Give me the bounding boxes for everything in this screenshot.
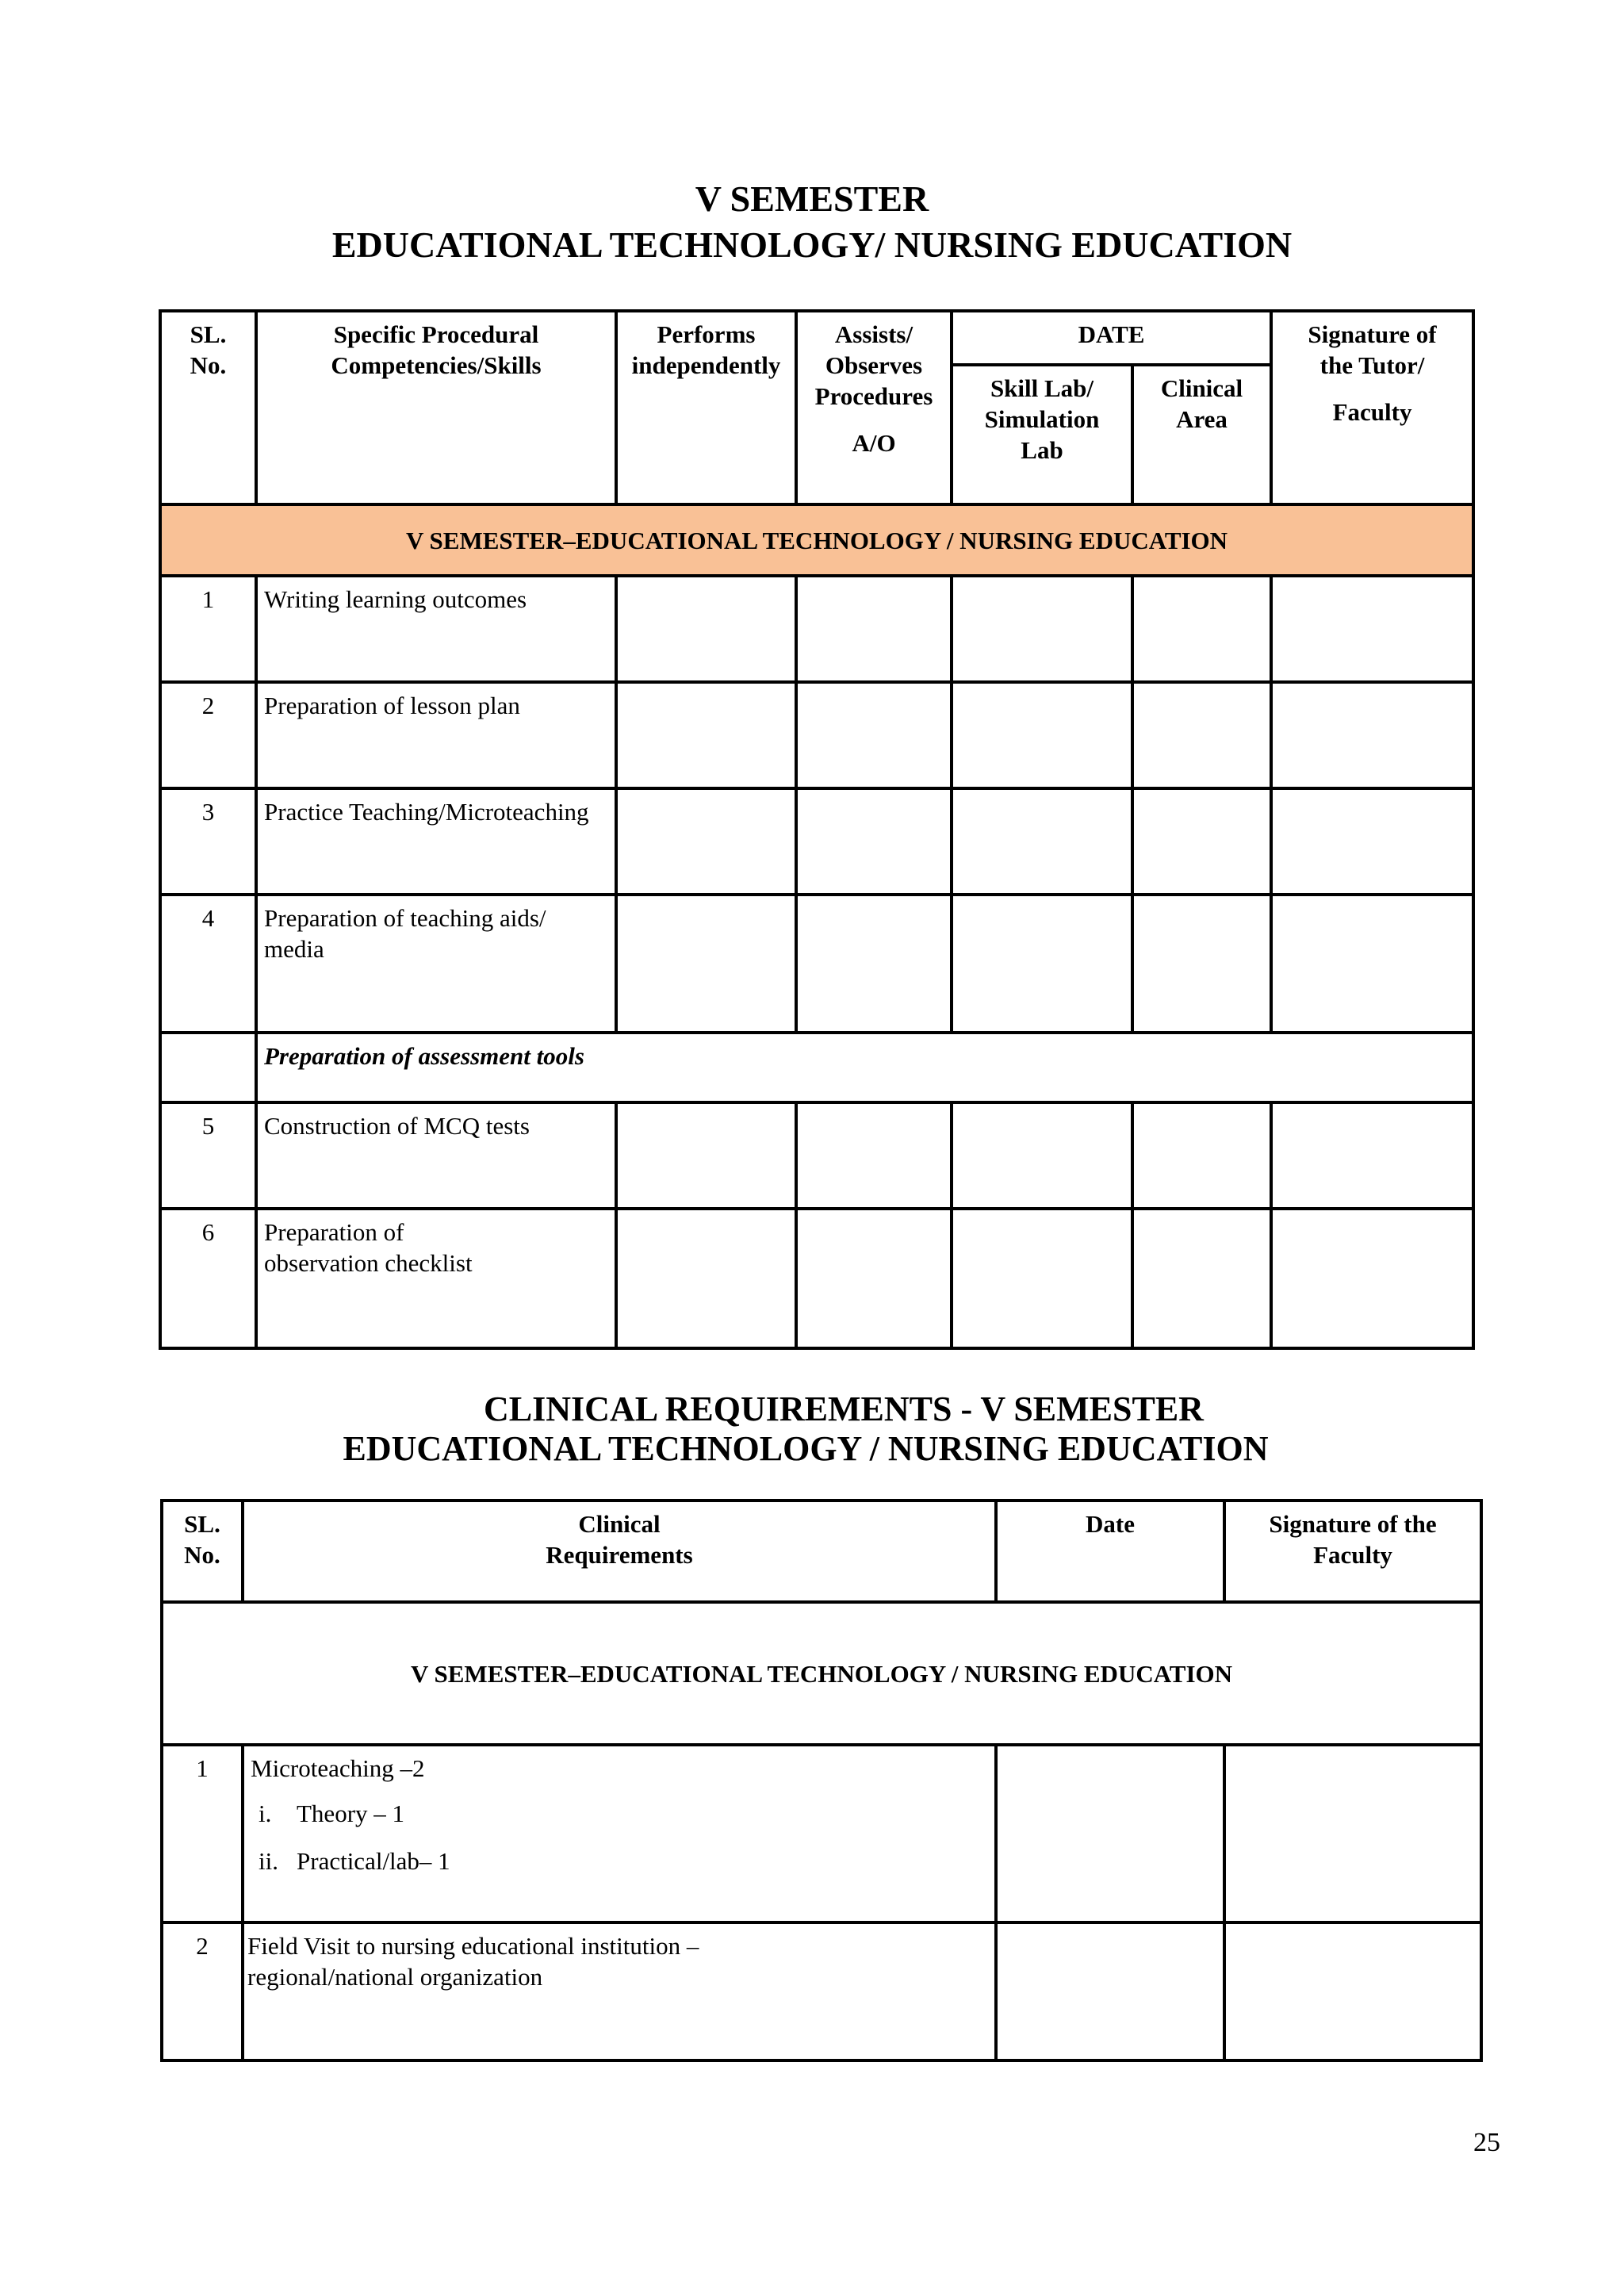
row-skill: Practice Teaching/Microteaching [256,788,616,895]
table-row [162,1922,1481,2060]
subheading-row [160,1033,1473,1102]
list-item: i. Theory – 1 [259,1800,405,1827]
table-row [160,788,1473,895]
table-row [160,576,1473,682]
header-clinical-area: Clinical Area [1132,365,1271,504]
skill-lab-date-cell [952,576,1132,682]
row-sl: 6 [160,1209,256,1348]
clinical-date-cell [1132,895,1271,1033]
row-sl: 2 [162,1922,243,2060]
header-clinical-requirements: Clinical Requirements [243,1501,996,1602]
clinical-date-cell [1132,576,1271,682]
clinical-heading-line1: CLINICAL REQUIREMENTS - V SEMESTER [484,1389,1204,1428]
header-date: Date [996,1501,1224,1602]
page-heading-line1: V SEMESTER [695,178,929,219]
row-requirement [243,1745,996,1922]
clinical-date-cell [1132,1102,1271,1209]
assists-cell [796,682,952,788]
signature-cell [1224,1922,1481,2060]
row-skill: Preparation of teaching aids/ media [256,895,616,1033]
list-item: ii. Practical/lab– 1 [259,1847,450,1875]
skill-lab-date-cell [952,682,1132,788]
row-sl: 3 [160,788,256,895]
performs-cell [616,895,796,1033]
signature-cell [1271,1209,1473,1348]
performs-cell [616,788,796,895]
clinical-date-cell [1132,682,1271,788]
date-cell [996,1745,1224,1922]
clinical-date-cell [1132,788,1271,895]
header-skill-lab: Skill Lab/ Simulation Lab [952,365,1132,504]
row-sl: 1 [162,1745,243,1922]
assists-cell [796,1102,952,1209]
skill-lab-date-cell [952,895,1132,1033]
performs-cell [616,682,796,788]
signature-cell [1271,682,1473,788]
signature-cell [1224,1745,1481,1922]
table-row [160,1209,1473,1348]
skill-lab-date-cell [952,788,1132,895]
row-skill: Construction of MCQ tests [256,1102,616,1209]
subheading-assessment-tools: Preparation of assessment tools [256,1033,1473,1102]
clinical-heading-line2: EDUCATIONAL TECHNOLOGY / NURSING EDUCATION [343,1429,1269,1468]
signature-cell [1271,788,1473,895]
performs-cell [616,1102,796,1209]
signature-cell [1271,1102,1473,1209]
header-signature: Signature of the Faculty [1224,1501,1481,1602]
signature-cell [1271,576,1473,682]
table-row [160,682,1473,788]
skills-table [159,309,1475,1350]
performs-cell [616,1209,796,1348]
section-band: V SEMESTER–EDUCATIONAL TECHNOLOGY / NURSING EDUCATION [160,504,1473,576]
date-cell [996,1922,1224,2060]
assists-cell [796,788,952,895]
header-skills: Specific Procedural Competencies/Skills [256,311,616,504]
assists-cell [796,1209,952,1348]
row-requirement: Field Visit to nursing educational institution – regional/national organization [243,1922,996,2060]
page-number: 25 [1473,2128,1500,2157]
row-skill: Writing learning outcomes [256,576,616,682]
subheading-sl-cell [160,1033,256,1102]
row-skill: Preparation of observation checklist [256,1209,616,1348]
signature-cell [1271,895,1473,1033]
row-sl: 1 [160,576,256,682]
row-sl: 2 [160,682,256,788]
header-assists: Assists/ Observes Procedures A/O [796,311,952,504]
table-row [160,1102,1473,1209]
clinical-requirements-table [160,1499,1483,2062]
section-band: V SEMESTER–EDUCATIONAL TECHNOLOGY / NURSING EDUCATION [162,1602,1481,1745]
row-sl: 5 [160,1102,256,1209]
skill-lab-date-cell [952,1102,1132,1209]
page-heading-line2: EDUCATIONAL TECHNOLOGY/ NURSING EDUCATION [331,224,1293,265]
header-sl-no: SL. No. [160,311,256,504]
clinical-date-cell [1132,1209,1271,1348]
assists-cell [796,576,952,682]
performs-cell [616,576,796,682]
row-sl: 4 [160,895,256,1033]
header-performs: Performs independently [616,311,796,504]
header-sl-no: SL. No. [162,1501,243,1602]
row-skill: Preparation of lesson plan [256,682,616,788]
table-row [162,1745,1481,1922]
skill-lab-date-cell [952,1209,1132,1348]
header-date: DATE [952,311,1271,365]
assists-cell [796,895,952,1033]
header-signature: Signature of the Tutor/ Faculty [1271,311,1473,504]
requirement-title: Microteaching –2 [251,1754,425,1782]
table-row [160,895,1473,1033]
